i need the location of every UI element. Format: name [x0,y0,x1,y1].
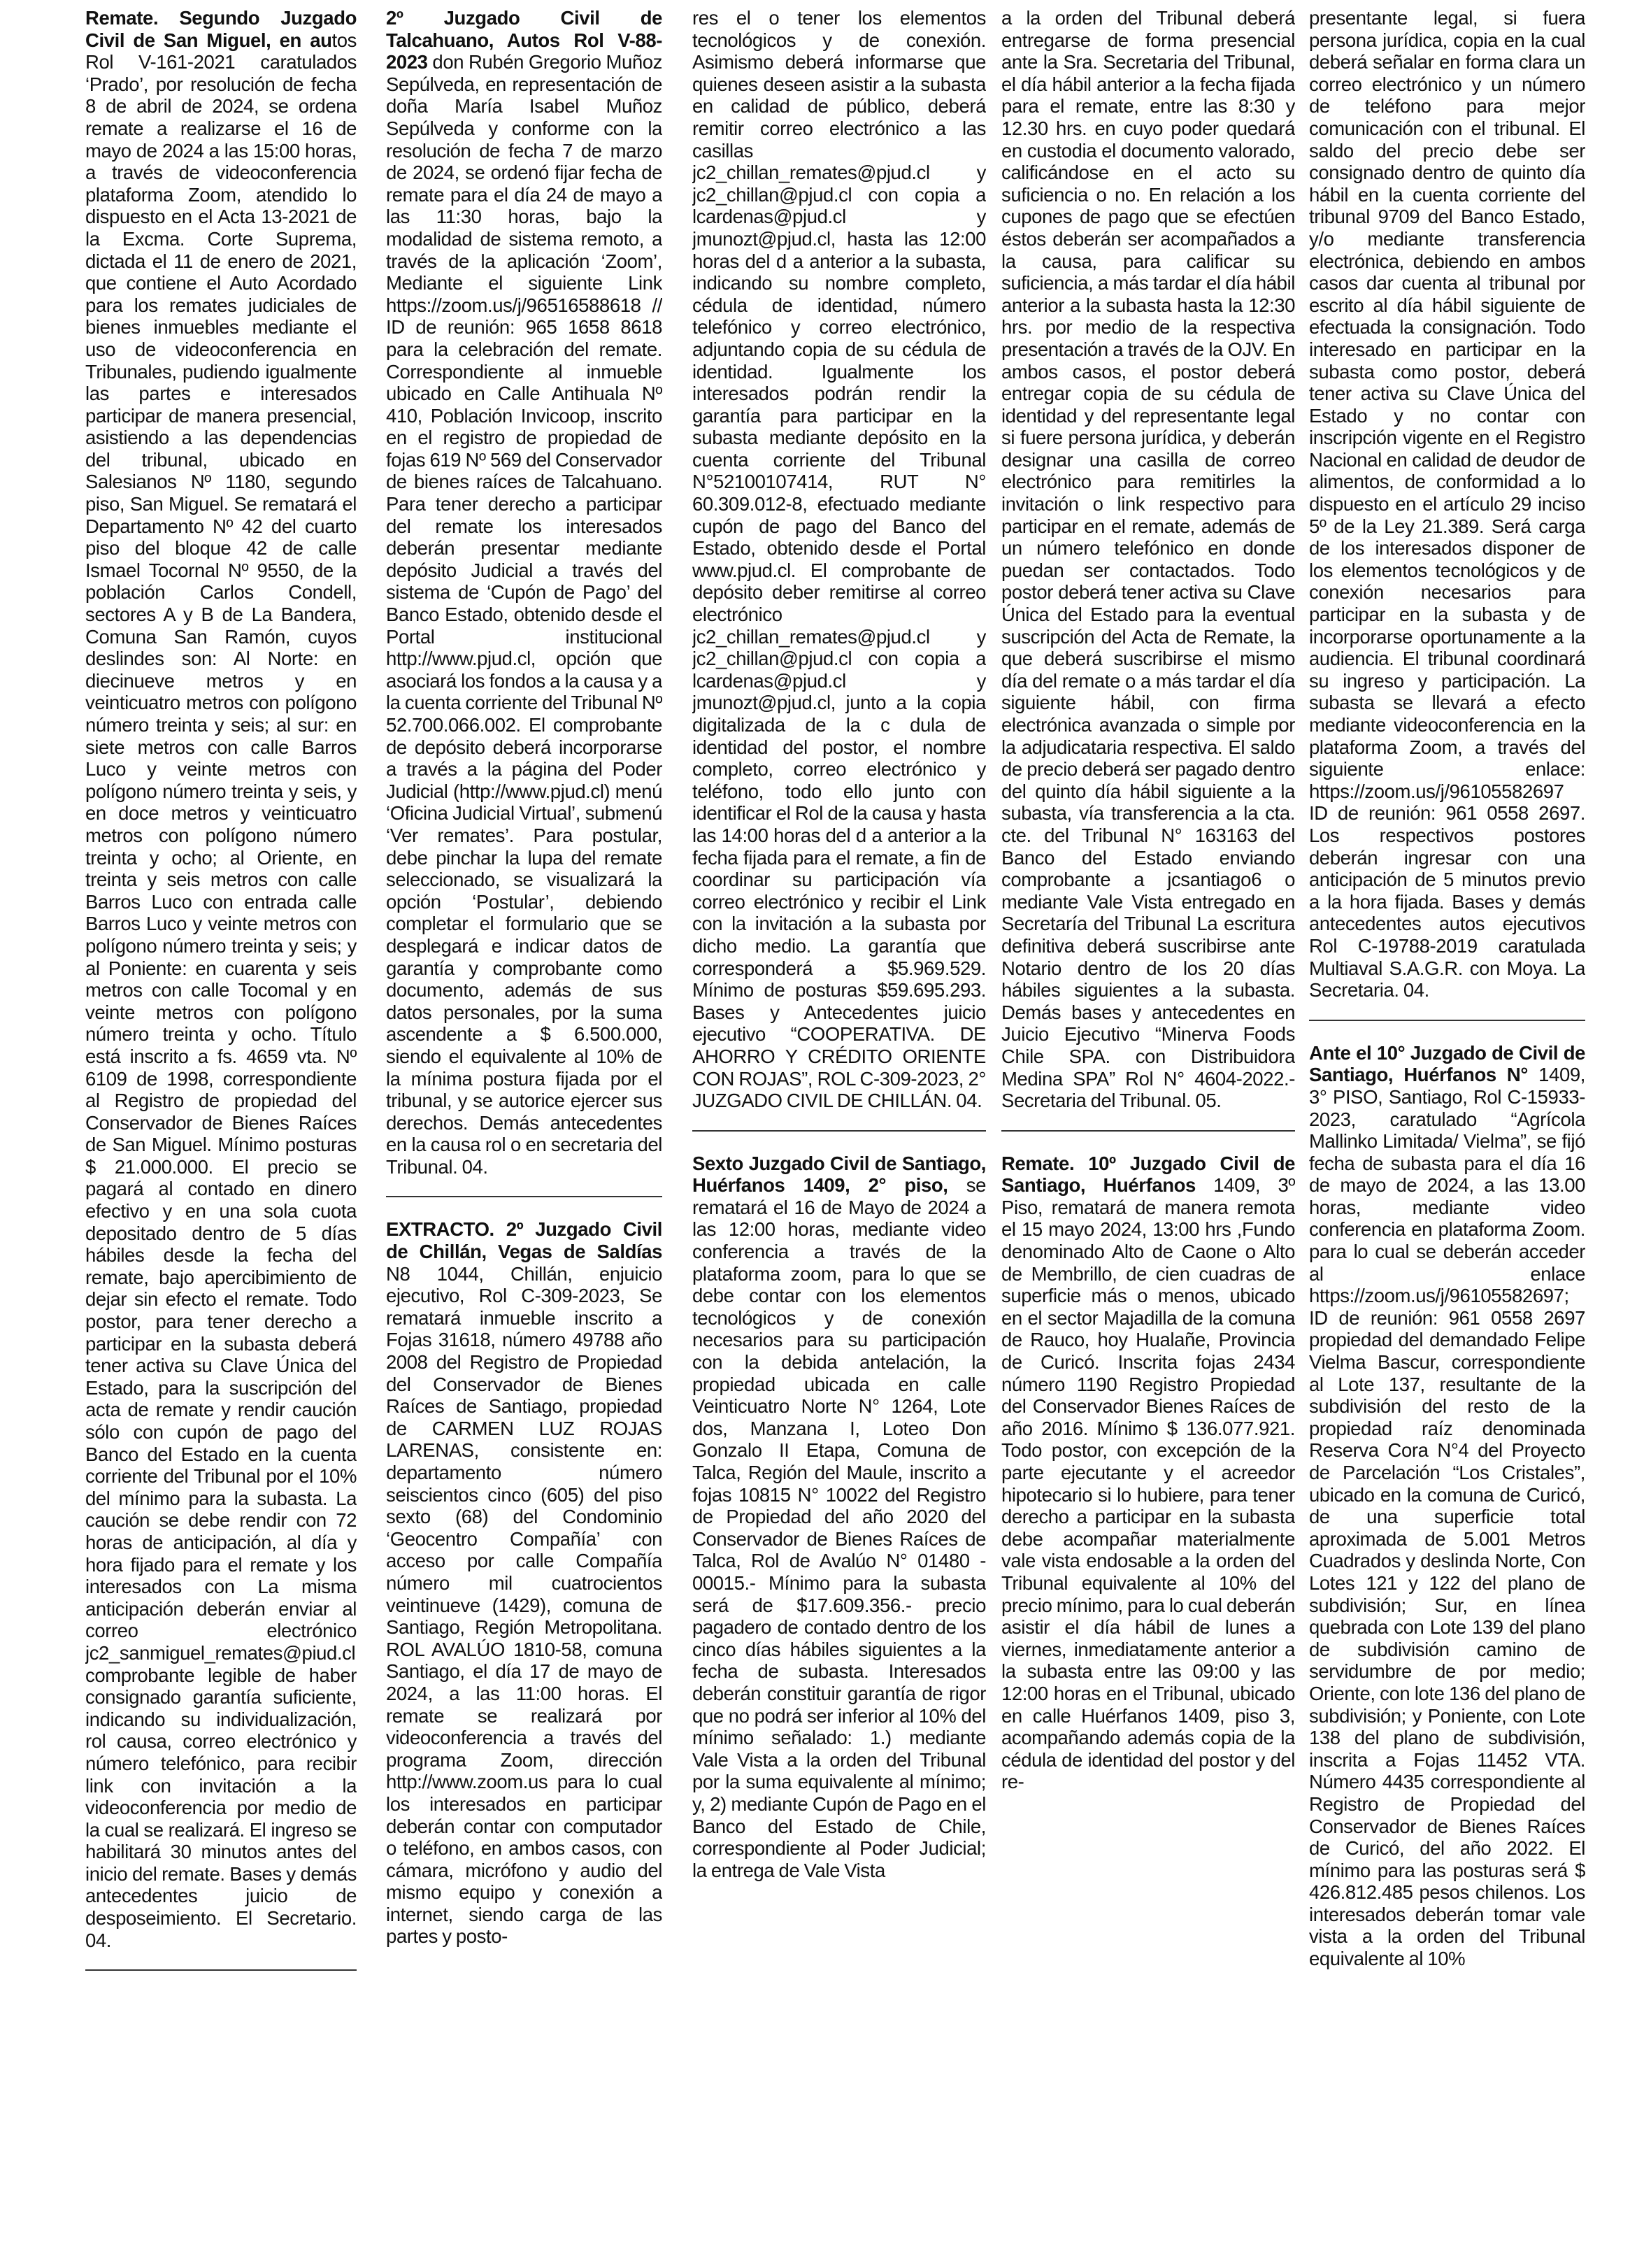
divider [1309,1020,1585,1021]
legal-notice [386,1218,662,1948]
column-3 [692,7,986,2259]
notice-heading: 2º Juzgado Civil de Talcahuano, Autos Rol V-88-2023 [386,7,662,73]
notice-body: res el o tener los elementos tecnológicos y de conexión. Asimismo deberá informarse que quienes deseen asistir a la subasta en calidad de público, deberá remitir correo electrónico a las casillas jc2_chillan_remates@pjud.cl y jc2_chillan@pjud.cl con copia a lcardenas@pjud.cl y jmunozt@pjud.cl, hasta las 12:00 horas del d a anterior a la subasta, indicando su nombre completo, cédula de identidad, número telefónico y correo electrónico, adjuntando copia de su cédula de identidad. Igualmente los interesados podrán rendir la garantía para participar en la subasta mediante depósito en la cuenta corriente del Tribunal N°52100107414, RUT N° 60.309.012-8, efectuado mediante cupón de pago del Banco del Estado, obtenido desde el Portal www.pjud.cl. El comprobante de depósito deber remitirse al correo electrónico jc2_chillan_remates@pjud.cl y jc2_chillan@pjud.cl con copia a lcardenas@pjud.cl y jmunozt@pjud.cl, junto a la copia digitalizada de la c dula de identidad del postor, el nombre completo, correo electrónico y teléfono, todo ello junto con identificar el Rol de la causa y hasta las 14:00 horas del d a anterior a la fecha fijada para el remate, a fin de coordinar su participación vía correo electrónico y recibir el Link con la invitación a la subasta por dicho medio. La garantía que corresponderá a $5.969.529. Mínimo de posturas $59.695.293. Bases y Antecedentes juicio ejecutivo “COOPERATIVA. DE AHORRO Y CRÉDITO ORIENTE CON ROJAS”, ROL C-309-2023, 2° JUZGADO CIVIL DE CHILLÁN. 04. [692,7,986,1112]
notice-body: 1409, 3º Piso, rematará de manera remota el 15 mayo 2024, 13:00 hrs ,Fundo denominado Alto de Caone o Alto de Membrillo, de cien cuadras de superficie más o menos, ubicado en el sector Majadilla de la comuna de Rauco, hoy Hualañe, Provincia de Curicó. Inscrita fojas 2434 número 1190 Registro Propiedad del Conservador Bienes Raíces de año 2016. Mínimo $ 136.077.921. Todo postor, con excepción de la parte ejecutante y el acreedor hipotecario si lo hubiere, para tener derecho a participar en la subasta debe acompañar materialmente vale vista endosable a la orden del Tribunal equivalente al 10% del precio mínimo, para lo cual deberán asistir el día hábil de lunes a viernes, inmediatamente anterior a la subasta entre las 09:00 y las 12:00 horas en el Tribunal, ubicado en calle Huérfanos 1409, piso 3, acompañando además copia de la cédula de identidad del postor y del re- [1001,1174,1295,1793]
divider [1001,1130,1295,1132]
notice-body: don Rubén Gregorio Muñoz Sepúlveda, en representación de doña María Isabel Muñoz Sepúlveda y conforme con la resolución de fecha 7 de marzo de 2024, se ordenó fijar fecha de remate para el día 24 de mayo a las 11:30 horas, bajo la modalidad de sistema remoto, a través de la aplicación ‘Zoom’, Mediante el siguiente Link https://zoom.us/j/96516588618 // ID de reunión: 965 1658 8618 para la celebración del remate. Correspondiente al inmueble ubicado en Calle Antihuala Nº 410, Población Invicoop, inscrito en el registro de propiedad de fojas 619 Nº 569 del Conservador de bienes raíces de Talcahuano. Para tener derecho a participar del remate los interesados deberán presentar mediante depósito Judicial a través del sistema de ‘Cupón de Pago’ del Banco Estado, obtenido desde el Portal institucional http://www.pjud.cl, opción que asociará los fondos a la causa y a la cuenta corriente del Tribunal Nº 52.700.066.002. El comprobante de depósito deberá incorporarse a través a la página del Poder Judicial (http://www.pjud.cl) menú ‘Oficina Judicial Virtual’, submenú ‘Ver remates’. Para postular, debe pinchar la lupa del remate seleccionado, se visualizará la opción ‘Postular’, debiendo completar el formulario que se desplegará e indicar datos de garantía y comprobante como documento, además de sus datos personales, por la suma ascendente a $ 6.500.000, siendo el equivalente al 10% de la mínima postura fijada por el tribunal, y se autorice ejercer sus derechos. Demás antecedentes en la causa rol o en secretaria del Tribunal. 04. [386,51,662,1178]
legal-notice [85,7,357,1951]
notice-body: a la orden del Tribunal deberá entregarse de forma presencial ante la Sra. Secretaria del Tribunal, el día hábil anterior a la fecha fijada para el remate, entre las 8:30 y 12.30 hrs. en cuyo poder quedará en custodia el documento valorado, calificándose en el acto su suficiencia o no. En relación a los cupones de pago que se efectúen éstos deberán ser acompañados a la causa, para calificar su suficiencia, a más tardar el día hábil anterior a la subasta hasta la 12:30 hrs. por medio de la respectiva presentación a través de la OJV. En ambos casos, el postor deberá entregar copia de su cédula de identidad y del representante legal si fuere persona jurídica, y deberán designar una casilla de correo electrónico para remitirles la invitación o link respectivo para participar en el remate, además de un número telefónico en donde puedan ser contactados. Todo postor deberá tener activa su Clave Única del Estado para la eventual suscripción del Acta de Remate, la que deberá suscribirse el mismo día del remate o a más tardar el día siguiente hábil, con firma electrónica avanzada o simple por la adjudicataria respectiva. El saldo de precio deberá ser pagado dentro del quinto día hábil siguiente a la subasta, vía transferencia a la cta. cte. del Tribunal N° 163163 del Banco del Estado enviando comprobante a jcsantiago6 o mediante Vale Vista entregado en Secretaría del Tribunal La escritura definitiva deberá suscribirse ante Notario dentro de los 20 días hábiles siguientes a la subasta. Demás bases y antecedentes en Juicio Ejecutivo “Minerva Foods Chile SPA. con Distribuidora Medina SPA” Rol N° 4604-2022.- Secretaria del Tribunal. 05. [1001,7,1295,1112]
column-1 [85,7,357,2259]
notice-body: 1409, 3° PISO, Santiago, Rol C-15933-2023, caratulado “Agrícola Mallinko Limitada/ Vielma”, se fijó fecha de subasta para el día 16 de mayo de 2024, a las 13.00 horas, mediante video conferencia en plataforma Zoom. para lo cual se deberán acceder al enlace https://zoom.us/j/96105582697; ID de reunión: 961 0558 2697 propiedad del demandado Felipe Vielma Bascur, correspondiente al Lote 137, resultante de la subdivisión del resto de la propiedad raíz denominada Reserva Cora N°4 del Proyecto de Parcelación “Los Cristales”, ubicado en la comuna de Curicó, de una superficie total aproximada de 5.001 Metros Cuadrados y deslinda Norte, Con Lotes 121 y 122 del plano de subdivisión; Sur, en línea quebrada con Lote 139 del plano de subdivisión camino de servidumbre de por medio; Oriente, con lote 136 del plano de subdivisión; y Poniente, con Lote 138 del plano de subdivisión, inscrita a Fojas 11452 VTA. Número 4435 correspondiente al Registro de Propiedad del Conservador de Bienes Raíces de Curicó, del año 2022. El mínimo para las posturas será $ 426.812.485 pesos chilenos. Los interesados deberán tomar vale vista a la orden del Tribunal equivalente al 10% [1309,1064,1585,1970]
divider [85,1969,357,1971]
notice-body: presentante legal, si fuera persona jurídica, copia en la cual deberá señalar en forma clara un correo electrónico y un número de teléfono para mejor comunicación con el tribunal. El saldo del precio debe ser consignado dentro de quinto día hábil en la cuenta corriente del tribunal 9709 del Banco Estado, y/o mediante transferencia electrónica, debiendo en ambos casos dar cuenta al tribunal por escrito al día hábil siguiente de efectuada la consignación. Todo interesado en participar en la subasta como postor, deberá tener activa su Clave Única del Estado y no contar con inscripción vigente en el Registro Nacional en calidad de deudor de alimentos, de conformidad a lo dispuesto en el artículo 29 inciso 5º de la Ley 21.389. Será carga de los interesados disponer de los elementos tecnológicos y de conexión necesarios para participar en la subasta y de incorporarse oportunamente a la audiencia. El tribunal coordinará su ingreso y participación. La subasta se llevará a efecto mediante videoconferencia en la plataforma Zoom, a través del siguiente enlace: https://zoom.us/j/96105582697 ID de reunión: 961 0558 2697. Los respectivos postores deberán ingresar con una anticipación de 5 minutos previo a la hora fijada. Bases y demás antecedentes autos ejecutivos Rol C-19788-2019 caratulada Multiaval S.A.G.R. con Moya. La Secretaria. 04. [1309,7,1585,1001]
column-4 [1001,7,1295,2259]
divider [692,1130,986,1132]
notice-heading: Ante el 10° Juzgado de Civil de Santiago, Huérfanos N° [1309,1041,1585,1086]
legal-notice-continued [692,7,986,1112]
column-5 [1309,7,1585,2259]
notice-body: N8 1044, Chillán, enjuicio ejecutivo, Rol C-309-2023, Se rematará inmueble inscrito a Fojas 31618, número 49788 año 2008 del Registro de Propiedad del Conservador de Bienes Raíces de Santiago, propiedad de CARMEN LUZ ROJAS LARENAS, consistente en: departamento número seiscientos cinco (605) del piso sexto (68) del Condominio ‘Geocentro Compañía’ con acceso por calle Compañía número mil cuatrocientos veintinueve (1429), comuna de Santiago, Región Metropolitana. ROL AVALÚO 1810-58, comuna Santiago, el día 17 de mayo de 2024, a las 11:00 horas. El remate se realizará por videoconferencia a través del programa Zoom, dirección http://www.zoom.us para lo cual los interesados en participar deberán contar con computador o teléfono, en ambos casos, con cámara, micrófono y audio del mismo equipo y conexión a internet, siendo carga de las partes y posto- [386,1262,662,1948]
legal-notice-continued [1309,7,1585,1001]
notice-heading: EXTRACTO. 2º Juzgado Civil de Chillán, Vegas de Saldías [386,1218,662,1263]
notice-heading: Remate. Segundo Juzgado Civil de San Miguel, en au [85,7,357,51]
legal-notice [1001,1153,1295,1793]
legal-notice [386,7,662,1178]
notice-body: tos Rol V-161-2021 caratulados ‘Prado’, por resolución de fecha 8 de abril de 2024, se ordena remate a realizarse el 16 de mayo de 2024 a las 15:00 horas, a través de videoconferencia plataforma Zoom, atendido lo dispuesto en el Acta 13-2021 de la Excma. Corte Suprema, dictada el 11 de enero de 2021, que contiene el Auto Acordado para los remates judiciales de bienes inmuebles mediante el uso de videoconferencia en Tribunales, pudiendo igualmente las partes e interesados participar de manera presencial, asistiendo a las dependencias del tribunal, ubicado en Salesianos Nº 1180, segundo piso, San Miguel. Se rematará el Departamento Nº 42 del cuarto piso del bloque 42 de calle Ismael Tocornal Nº 9550, de la población Carlos Condell, sectores A y B de La Bandera, Comuna San Ramón, cuyos deslindes son: Al Norte: en diecinueve metros y en veinticuatro metros con polígono número treinta y seis; al sur: en siete metros con calle Barros Luco y veinte metros con polígono número treinta y seis, y en doce metros y veinticuatro metros con polígono número treinta y ocho; al Oriente, en treinta y seis metros con calle Barros Luco con entrada calle Barros Luco y veinte metros con polígono número treinta y seis; y al Poniente: en cuarenta y seis metros con calle Tocomal y en veinte metros con polígono número treinta y ocho. Título está inscrito a fs. 4659 vta. Nº 6109 de 1998, correspondiente al Registro de propiedad del Conservador de Bienes Raíces de San Miguel. Mínimo posturas $ 21.000.000. El precio se pagará al contado en dinero efectivo y en una sola cuota depositado dentro de 5 días hábiles desde la fecha del remate, bajo apercibimiento de dejar sin efecto el remate. Todo postor, para tener derecho a participar en la subasta deberá tener activa su Clave Única del Estado, para la suscripción del acta de remate y rendir caución sólo con cupón de pago del Banco del Estado en la cuenta corriente del Tribunal por el 10% del mínimo para la subasta. La caución se debe rendir con 72 horas de anticipación, al día y hora fijado para el remate y los interesados con La misma anticipación deberán enviar al correo electrónico jc2_sanmiguel_remates@piud.cl comprobante legible de haber consignado garantía suficiente, indicando su individualización, rol causa, correo electrónico y número telefónico, para recibir link con invitación a la videoconferencia por medio de la cual se realizará. El ingreso se habilitará 30 minutos antes del inicio del remate. Bases y demás antecedentes juicio de desposeimiento. El Secretario. 04. [85,29,357,1951]
column-2 [386,7,662,2259]
notice-body: se rematará el 16 de Mayo de 2024 a las 12:00 horas, mediante video conferencia a través de la plataforma zoom, para lo que se debe contar con los elementos tecnológicos y de conexión necesarios para su participación con la debida antelación, la propiedad ubicada en calle Veinticuatro Norte N° 1264, Lote dos, Manzana I, Loteo Don Gonzalo II Etapa, Comuna de Talca, Región del Maule, inscrito a fojas 10815 N° 10022 del Registro de Propiedad del año 2020 del Conservador de Bienes Raíces de Talca, Rol de Avalúo N° 01480 - 00015.- Mínimo para la subasta será de $17.609.356.- precio pagadero de contado dentro de los cinco días hábiles siguientes a la fecha de subasta. Interesados deberán constituir garantía de rigor que no podrá ser inferior al 10% del mínimo señalado: 1.) mediante Vale Vista a la orden del Tribunal por la suma equivalente al mínimo; y, 2) mediante Cupón de Pago en el Banco del Estado de Chile, correspondiente al Poder Judicial; la entrega de Vale Vista [692,1174,986,1881]
legal-notice [692,1153,986,1882]
notice-heading: Remate. 10º Juzgado Civil de Santiago, Huérfanos [1001,1152,1295,1197]
notice-heading: Sexto Juzgado Civil de Santiago, Huérfanos 1409, 2° piso, [692,1152,986,1197]
legal-notice-continued [1001,7,1295,1112]
legal-notice [1309,1042,1585,1970]
divider [386,1196,662,1197]
